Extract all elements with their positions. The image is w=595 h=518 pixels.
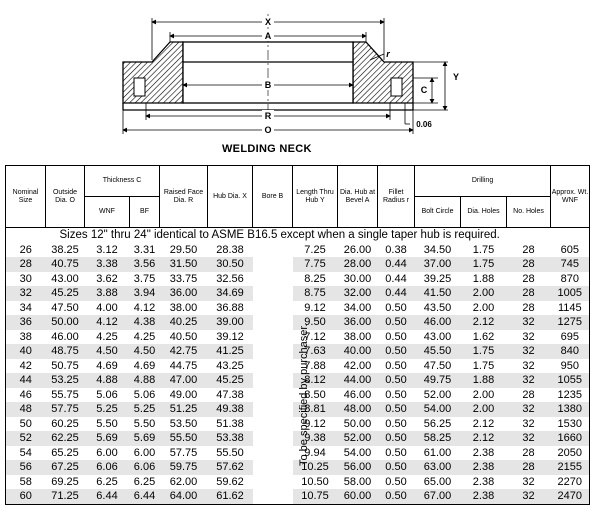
cell-length: 7.88	[304, 359, 326, 372]
cell-size: 60	[6, 489, 46, 504]
cell-hub: 32.56	[216, 272, 244, 285]
cell-bf: 6.25	[133, 475, 156, 488]
cell-hub: 41.25	[208, 344, 253, 359]
cell-bore	[253, 359, 293, 374]
cell-wnf: 4.25	[96, 330, 118, 343]
cell-raised: 36.00	[160, 286, 208, 301]
cell-bevel: 42.00	[343, 359, 372, 372]
cell-outside: 48.75	[46, 344, 85, 359]
cell-length: 7.63	[293, 344, 338, 359]
cell-raised: 44.75	[169, 359, 198, 372]
cell-size: 54	[6, 446, 46, 461]
cell-outside: 62.25	[46, 431, 85, 446]
cell-raised: 40.50	[169, 330, 198, 343]
header-drilling: Drilling	[415, 166, 551, 197]
cell-holes: 2.00	[472, 388, 495, 401]
cell-bolt: 58.25	[415, 431, 461, 446]
cell-bevel: 48.00	[338, 402, 378, 417]
cell-no: 28	[522, 272, 535, 285]
cell-hub: 59.62	[216, 475, 244, 488]
cell-fillet: 0.44	[378, 257, 415, 272]
cell-wt: 1235	[551, 388, 590, 403]
cell-wt: 950	[551, 359, 590, 374]
cell-fillet: 0.50	[378, 315, 415, 330]
cell-bevel: 30.00	[343, 272, 372, 285]
cell-no: 32	[522, 330, 535, 343]
header-dia-holes: Dia. Holes	[461, 197, 507, 228]
cell-bf: 4.69	[133, 359, 156, 372]
cell-size: 32	[6, 286, 46, 301]
header-dia-hub-bevel: Dia. Hub at Bevel A	[338, 166, 378, 228]
cell-bevel: 54.00	[343, 446, 372, 459]
cell-outside: 40.75	[46, 257, 85, 272]
cell-wt: 1005	[551, 286, 590, 301]
header-bore: Bore B	[253, 166, 293, 228]
cell-bf: 5.69	[130, 431, 160, 446]
cell-bf: 5.50	[133, 417, 156, 430]
cell-holes: 1.75	[461, 257, 507, 272]
dim-thickness-label: 0.06	[416, 120, 432, 129]
cell-wt: 2270	[551, 475, 590, 490]
cell-bore	[253, 431, 293, 446]
cell-holes: 2.38	[472, 475, 495, 488]
cell-no: 32	[507, 489, 551, 504]
cell-wt: 1380	[551, 402, 590, 417]
cell-outside: 45.25	[46, 286, 85, 301]
cell-bolt: 61.00	[423, 446, 452, 459]
cell-holes: 1.75	[472, 359, 495, 372]
cell-outside: 57.75	[46, 402, 85, 417]
cell-no: 28	[522, 301, 535, 314]
cell-bore	[253, 243, 293, 258]
cell-wnf: 3.12	[96, 243, 118, 256]
cell-bolt: 46.00	[415, 315, 461, 330]
cell-bore	[253, 417, 293, 432]
cell-no: 32	[522, 359, 535, 372]
cell-raised: 42.75	[160, 344, 208, 359]
cell-holes: 2.12	[461, 431, 507, 446]
cell-holes: 2.12	[472, 417, 495, 430]
cell-bore	[253, 460, 293, 475]
cell-no: 32	[507, 402, 551, 417]
cell-bevel: 46.00	[343, 388, 372, 401]
cell-hub: 34.69	[208, 286, 253, 301]
cell-hub: 28.38	[216, 243, 244, 256]
cell-bf: 6.06	[130, 460, 160, 475]
cell-length: 9.12	[304, 301, 326, 314]
cell-length: 9.50	[293, 315, 338, 330]
cell-no: 28	[522, 388, 535, 401]
cell-no: 32	[522, 475, 535, 488]
cell-wnf: 3.38	[85, 257, 130, 272]
cell-holes: 2.38	[472, 446, 495, 459]
cell-fillet: 0.50	[385, 359, 407, 372]
cell-size: 56	[6, 460, 46, 475]
cell-wnf: 5.25	[85, 402, 130, 417]
cell-fillet: 0.50	[378, 489, 415, 504]
table-row	[6, 489, 590, 504]
cell-bore	[253, 446, 293, 461]
cell-length: 9.94	[304, 446, 326, 459]
cell-fillet: 0.50	[385, 301, 407, 314]
dim-r-label: R	[264, 111, 272, 121]
cell-no: 28	[507, 286, 551, 301]
cell-wnf: 4.00	[96, 301, 118, 314]
cell-holes: 2.00	[461, 402, 507, 417]
cell-no: 32	[507, 373, 551, 388]
cell-wt: 2050	[551, 446, 590, 461]
cell-hub: 53.38	[208, 431, 253, 446]
cell-bolt: 63.00	[415, 460, 461, 475]
header-thickness: Thickness C	[85, 166, 160, 197]
cell-bolt: 47.50	[423, 359, 452, 372]
cell-wt: 2470	[551, 489, 590, 504]
cell-outside: 47.50	[51, 301, 79, 314]
header-length-thru-hub: Length Thru Hub Y	[293, 166, 338, 228]
header-bf: BF	[130, 197, 160, 228]
cell-holes: 2.12	[461, 315, 507, 330]
cell-length: 8.12	[293, 373, 338, 388]
cell-bore	[253, 272, 293, 287]
dim-b-label: B	[264, 80, 272, 90]
cell-bolt: 43.00	[423, 330, 452, 343]
header-no-holes: No. Holes	[507, 197, 551, 228]
cell-hub: 39.12	[216, 330, 244, 343]
cell-hub: 55.50	[216, 446, 244, 459]
cell-fillet: 0.50	[378, 402, 415, 417]
cell-wnf: 5.06	[96, 388, 118, 401]
cell-wnf: 4.12	[85, 315, 130, 330]
cell-raised: 40.25	[160, 315, 208, 330]
cell-bevel: 44.00	[338, 373, 378, 388]
cell-wnf: 6.06	[85, 460, 130, 475]
cell-hub: 49.38	[208, 402, 253, 417]
cell-wnf: 5.50	[96, 417, 118, 430]
cell-wt: 745	[551, 257, 590, 272]
cell-bevel: 28.00	[338, 257, 378, 272]
header-bolt-circle: Bolt Circle	[415, 197, 461, 228]
cell-bore	[253, 489, 293, 504]
header-outside-dia: Outside Dia. O	[46, 166, 85, 228]
cell-no: 28	[522, 243, 535, 256]
cell-no: 32	[522, 417, 535, 430]
cell-bf: 3.56	[130, 257, 160, 272]
cell-wnf: 4.88	[85, 373, 130, 388]
cell-raised: 29.50	[169, 243, 198, 256]
cell-hub: 61.62	[208, 489, 253, 504]
cell-bolt: 45.50	[415, 344, 461, 359]
cell-raised: 31.50	[160, 257, 208, 272]
cell-bf: 6.44	[130, 489, 160, 504]
cell-length: 7.12	[304, 330, 326, 343]
bore-note-text: To be specified by purchaser.	[298, 323, 310, 466]
cell-wt: 695	[551, 330, 590, 345]
cell-size: 48	[6, 402, 46, 417]
dim-c-label: C	[420, 85, 428, 95]
cell-bf: 4.88	[130, 373, 160, 388]
cell-raised: 51.25	[160, 402, 208, 417]
cell-length: 9.38	[293, 431, 338, 446]
cell-bolt: 49.75	[415, 373, 461, 388]
cell-wnf: 6.25	[96, 475, 118, 488]
cell-wnf: 4.69	[96, 359, 118, 372]
cell-size: 34	[6, 301, 46, 316]
cell-bolt: 52.00	[423, 388, 452, 401]
cell-bolt: 67.00	[415, 489, 461, 504]
cell-size: 58	[6, 475, 46, 490]
cell-wt: 605	[551, 243, 590, 258]
cell-bolt: 56.25	[423, 417, 452, 430]
cell-bf: 5.25	[130, 402, 160, 417]
cell-wnf: 6.44	[85, 489, 130, 504]
dim-fillet-label: r	[386, 49, 390, 59]
cell-no: 32	[507, 315, 551, 330]
cell-bf: 6.00	[133, 446, 156, 459]
cell-size: 36	[6, 315, 46, 330]
cell-bevel: 40.00	[338, 344, 378, 359]
cell-bore	[253, 330, 293, 345]
cell-outside: 71.25	[46, 489, 85, 504]
cell-bolt: 43.50	[423, 301, 452, 314]
cell-outside: 50.00	[46, 315, 85, 330]
cell-hub: 30.50	[208, 257, 253, 272]
cell-wnf: 3.88	[85, 286, 130, 301]
cell-wnf: 3.62	[96, 272, 118, 285]
cell-fillet: 0.50	[378, 431, 415, 446]
cell-outside: 60.25	[51, 417, 79, 430]
cell-bolt: 39.25	[423, 272, 452, 285]
cell-bore	[253, 373, 293, 388]
cell-size: 30	[6, 272, 46, 287]
cell-outside: 55.75	[51, 388, 79, 401]
cell-bevel: 52.00	[338, 431, 378, 446]
cell-size: 46	[6, 388, 46, 403]
cell-bore	[253, 388, 293, 403]
cell-fillet: 0.44	[385, 272, 407, 285]
cell-bevel: 32.00	[338, 286, 378, 301]
table-note: Sizes 12" thru 24" identical to ASME B16.5 except when a single taper hub is required.	[59, 229, 500, 241]
cell-wnf: 6.00	[96, 446, 118, 459]
cell-bolt: 41.50	[415, 286, 461, 301]
cell-bevel: 50.00	[343, 417, 372, 430]
cell-raised: 47.00	[160, 373, 208, 388]
cell-outside: 65.25	[51, 446, 79, 459]
cell-raised: 57.75	[169, 446, 198, 459]
table-row	[6, 243, 590, 258]
cell-size: 44	[6, 373, 46, 388]
cell-hub: 45.25	[208, 373, 253, 388]
cell-length: 10.25	[293, 460, 338, 475]
cell-size: 38	[6, 330, 46, 345]
cell-bf: 3.31	[133, 243, 156, 256]
cell-holes: 1.75	[461, 344, 507, 359]
cell-bf: 3.75	[133, 272, 156, 285]
cell-bf: 4.12	[133, 301, 156, 314]
cell-size: 52	[6, 431, 46, 446]
cell-bore	[253, 301, 293, 316]
cell-holes: 1.88	[472, 272, 495, 285]
dim-o-label: O	[264, 125, 272, 135]
cell-no: 28	[507, 257, 551, 272]
cell-outside: 43.00	[51, 272, 79, 285]
cell-bf: 4.38	[130, 315, 160, 330]
cell-length: 10.50	[301, 475, 329, 488]
table-row	[6, 475, 590, 490]
cell-wnf: 5.69	[85, 431, 130, 446]
cell-fillet: 0.38	[385, 243, 407, 256]
header-nominal-size: Nominal Size	[6, 166, 46, 228]
cell-wt: 870	[551, 272, 590, 287]
cell-holes: 1.62	[472, 330, 495, 343]
cell-no: 32	[507, 431, 551, 446]
cell-bevel: 60.00	[338, 489, 378, 504]
cell-fillet: 0.50	[378, 373, 415, 388]
cell-fillet: 0.50	[385, 475, 407, 488]
cell-raised: 59.75	[160, 460, 208, 475]
cell-bf: 4.25	[133, 330, 156, 343]
cell-bolt: 54.00	[415, 402, 461, 417]
cell-bore	[253, 315, 293, 330]
cell-hub: 39.00	[208, 315, 253, 330]
cell-wt: 1275	[551, 315, 590, 330]
cell-bevel: 38.00	[343, 330, 372, 343]
cell-hub: 36.88	[216, 301, 244, 314]
dim-x-label: X	[264, 17, 272, 27]
welding-neck-flange-drawing	[0, 0, 595, 160]
cell-hub: 43.25	[216, 359, 244, 372]
cell-bolt: 37.00	[415, 257, 461, 272]
cell-size: 40	[6, 344, 46, 359]
cell-outside: 46.00	[51, 330, 79, 343]
cell-raised: 62.00	[169, 475, 198, 488]
cell-holes: 1.75	[472, 243, 495, 256]
cell-bevel: 26.00	[343, 243, 372, 256]
cell-fillet: 0.50	[378, 460, 415, 475]
cell-wnf: 4.50	[85, 344, 130, 359]
cell-bore	[253, 286, 293, 301]
dim-y-label: Y	[452, 72, 460, 82]
cell-no: 32	[507, 344, 551, 359]
header-raised-face: Raised Face Dia. R	[160, 166, 208, 228]
cell-raised: 53.50	[169, 417, 198, 430]
cell-fillet: 0.50	[378, 344, 415, 359]
header-fillet-radius: Fillet Radius r	[378, 166, 415, 228]
cell-outside: 38.25	[51, 243, 79, 256]
cell-wt: 1145	[551, 301, 590, 316]
cell-hub: 57.62	[208, 460, 253, 475]
cell-bore	[253, 475, 293, 490]
cell-length: 7.75	[293, 257, 338, 272]
cell-outside: 69.25	[51, 475, 79, 488]
cell-bore	[253, 344, 293, 359]
cell-hub: 47.38	[216, 388, 244, 401]
cell-raised: 38.00	[169, 301, 198, 314]
cell-holes: 2.00	[461, 286, 507, 301]
cell-outside: 53.25	[46, 373, 85, 388]
cell-bolt: 34.50	[423, 243, 452, 256]
cell-no: 28	[507, 460, 551, 475]
header-wnf: WNF	[85, 197, 130, 228]
cell-length: 8.81	[293, 402, 338, 417]
cell-holes: 2.00	[472, 301, 495, 314]
cell-size: 42	[6, 359, 46, 374]
cell-size: 50	[6, 417, 46, 432]
cell-bevel: 58.00	[343, 475, 372, 488]
cell-bf: 3.94	[130, 286, 160, 301]
cell-holes: 2.38	[461, 489, 507, 504]
cell-length: 7.25	[304, 243, 326, 256]
cell-length: 10.75	[293, 489, 338, 504]
cell-wt: 1660	[551, 431, 590, 446]
cell-raised: 55.50	[160, 431, 208, 446]
cell-wt: 1530	[551, 417, 590, 432]
cell-bore	[253, 257, 293, 272]
cell-raised: 64.00	[160, 489, 208, 504]
cell-bevel: 34.00	[343, 301, 372, 314]
header-hub-dia: Hub Dia. X	[208, 166, 253, 228]
cell-size: 26	[6, 243, 46, 258]
cell-fillet: 0.50	[385, 446, 407, 459]
cell-bevel: 56.00	[338, 460, 378, 475]
cell-holes: 1.88	[461, 373, 507, 388]
cell-length: 9.12	[304, 417, 326, 430]
header-approx-wt: Approx. Wt. WNF	[551, 166, 590, 228]
cell-raised: 33.75	[169, 272, 198, 285]
cell-fillet: 0.44	[378, 286, 415, 301]
diagram-caption: WELDING NECK	[222, 143, 312, 155]
cell-bevel: 36.00	[338, 315, 378, 330]
cell-fillet: 0.50	[385, 330, 407, 343]
cell-outside: 67.25	[46, 460, 85, 475]
cell-no: 28	[522, 446, 535, 459]
cell-wt: 2155	[551, 460, 590, 475]
cell-holes: 2.38	[461, 460, 507, 475]
cell-bore	[253, 402, 293, 417]
cell-outside: 50.75	[51, 359, 79, 372]
cell-wt: 1055	[551, 373, 590, 388]
dim-a-label: A	[264, 31, 272, 41]
cell-fillet: 0.50	[385, 388, 407, 401]
cell-wt: 840	[551, 344, 590, 359]
cell-bf: 5.06	[133, 388, 156, 401]
cell-bolt: 65.00	[423, 475, 452, 488]
bore-note	[298, 266, 312, 466]
cell-length: 8.25	[304, 272, 326, 285]
cell-length: 8.50	[304, 388, 326, 401]
cell-hub: 51.38	[216, 417, 244, 430]
cell-fillet: 0.50	[385, 417, 407, 430]
cell-bf: 4.50	[130, 344, 160, 359]
cell-length: 8.75	[293, 286, 338, 301]
cell-size: 28	[6, 257, 46, 272]
cell-raised: 49.00	[169, 388, 198, 401]
